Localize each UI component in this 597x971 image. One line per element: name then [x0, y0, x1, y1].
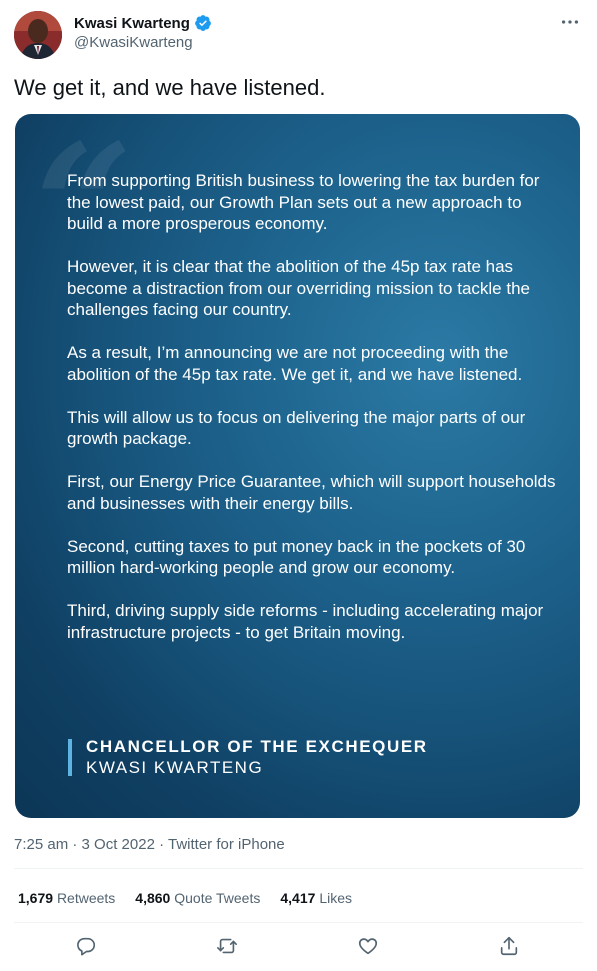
author-block [74, 14, 212, 51]
likes-count: 4,417 [280, 890, 316, 906]
statement-paragraph: Third, driving supply side reforms - including accelerating major infrastructure projects - to get Britain moving. [67, 601, 544, 642]
likes-label: Likes [319, 890, 352, 906]
retweets-label: Retweets [56, 890, 116, 906]
statement-text [67, 170, 557, 665]
verified-badge-icon [194, 14, 212, 32]
quote-tweets-count: 4,860 [135, 890, 171, 906]
tweet-timestamp[interactable]: 7:25 am · 3 Oct 2022 [14, 836, 155, 853]
share-icon[interactable] [498, 935, 520, 957]
statement-paragraph: From supporting British business to lowering the tax burden for the lowest paid, our Growth Plan sets out a new approach to build a more prosperous economy. [67, 171, 540, 233]
tweet-source[interactable]: Twitter for iPhone [168, 836, 285, 853]
avatar-image [14, 11, 62, 59]
tweet-meta [14, 836, 285, 853]
more-horizontal-icon[interactable] [559, 11, 581, 33]
avatar[interactable] [14, 11, 62, 59]
tweet-media-image[interactable] [15, 114, 580, 818]
retweets-count: 1,679 [18, 890, 54, 906]
statement-paragraph: This will allow us to focus on delivering the major parts of our growth package. [67, 407, 526, 448]
quote-tweets-stat[interactable] [135, 890, 260, 906]
signature-name: KWASI KWARTENG [86, 758, 264, 777]
statement-paragraph: As a result, I’m announcing we are not proceeding with the abolition of the 45p tax rate. We get it, and we have listened. [67, 343, 523, 384]
author-handle[interactable]: @KwasiKwarteng [74, 34, 193, 51]
author-display-name[interactable]: Kwasi Kwarteng [74, 14, 190, 32]
retweets-stat[interactable] [18, 890, 115, 906]
reply-icon[interactable] [75, 935, 97, 957]
tweet-stats [18, 890, 352, 906]
signature-bar [68, 739, 72, 776]
tweet-text: We get it, and we have listened. [14, 75, 326, 100]
signature-title: CHANCELLOR OF THE EXCHEQUER [86, 737, 428, 756]
quote-mark-decoration: “ [35, 114, 133, 307]
divider [14, 922, 583, 923]
statement-paragraph: Second, cutting taxes to put money back in the pockets of 30 million hard-working people and grow our economy. [67, 536, 526, 577]
statement-paragraph: First, our Energy Price Guarantee, which will support households and businesses with their energy bills. [67, 472, 556, 513]
statement-paragraph: However, it is clear that the abolition of the 45p tax rate has become a distraction from our overriding mission to tackle the challenges facing our country. [67, 257, 530, 319]
quote-tweets-label: Quote Tweets [174, 890, 261, 906]
tweet-header [14, 11, 583, 59]
meta-separator: · [159, 836, 168, 853]
retweet-icon[interactable] [216, 935, 238, 957]
tweet-actions [0, 935, 597, 963]
divider [14, 868, 583, 869]
likes-stat[interactable] [280, 890, 352, 906]
heart-icon[interactable] [357, 935, 379, 957]
